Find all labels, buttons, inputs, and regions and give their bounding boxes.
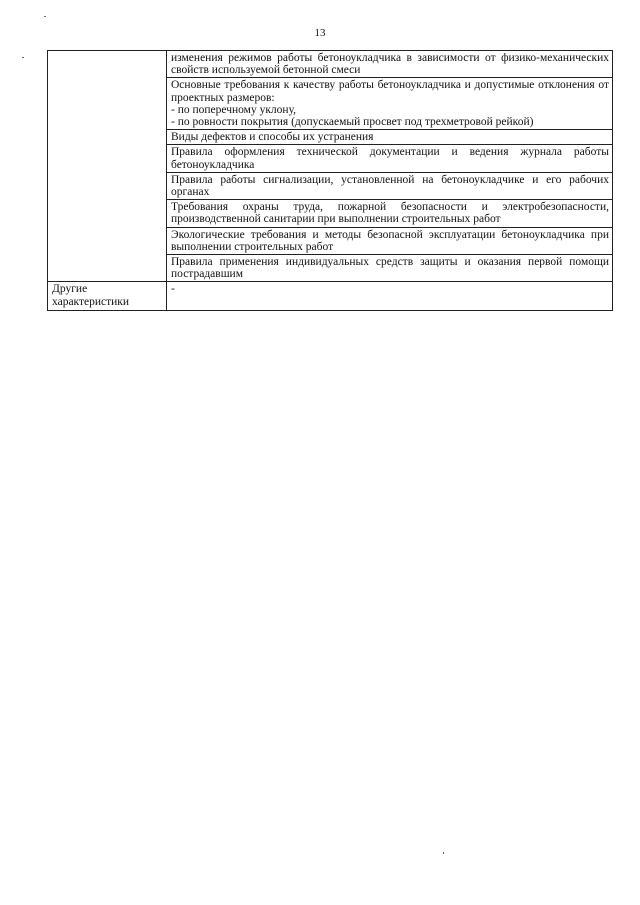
- requirement-cell: [167, 255, 613, 282]
- table-row-other: [48, 282, 613, 311]
- requirement-text: Экологические требования и методы безопасной эксплуатации бетоноукладчика при выполнении строительных работ: [171, 228, 609, 253]
- other-value-cell: -: [167, 282, 613, 311]
- merged-label-cell: [48, 51, 167, 282]
- requirement-cell: [167, 51, 613, 78]
- requirement-cell: [167, 78, 613, 130]
- requirement-text: Требования охраны труда, пожарной безопасности и электробезопасности, производственной санитарии при выполнении строительных работ: [171, 201, 609, 226]
- requirement-cell: [167, 130, 613, 145]
- other-label-cell: Другие характеристики: [48, 282, 167, 311]
- requirement-text: Основные требования к качеству работы бетоноукладчика и допустимые отклонения от проектных размеров:: [171, 79, 609, 104]
- requirement-cell: [167, 172, 613, 199]
- requirement-cell: [167, 227, 613, 254]
- scan-speck: [443, 852, 444, 854]
- scan-speck: [22, 57, 24, 58]
- page-number: 13: [314, 27, 326, 39]
- requirement-text: Виды дефектов и способы их устранения: [171, 131, 374, 144]
- requirement-cell: [167, 145, 613, 172]
- scan-speck: [44, 16, 46, 17]
- requirement-subitem: - по ровности покрытия (допускаемый просвет под трехметровой рейкой): [171, 116, 534, 129]
- requirement-subitem: - по поперечному уклону,: [171, 103, 297, 116]
- requirement-text: Правила работы сигнализации, установленной на бетоноукладчике и его рабочих органах: [171, 173, 609, 199]
- table-row: [48, 51, 613, 78]
- requirement-text: изменения режимов работы бетоноукладчика в зависимости от физико-механических свойств используемой бетонной смеси: [171, 52, 609, 77]
- requirement-text: Правила применения индивидуальных средств защиты и оказания первой помощи пострадавшим: [171, 256, 609, 281]
- requirement-cell: [167, 200, 613, 227]
- requirements-table: [47, 50, 613, 311]
- requirement-text: Правила оформления технической документации и ведения журнала работы бетоноукладчика: [171, 146, 609, 171]
